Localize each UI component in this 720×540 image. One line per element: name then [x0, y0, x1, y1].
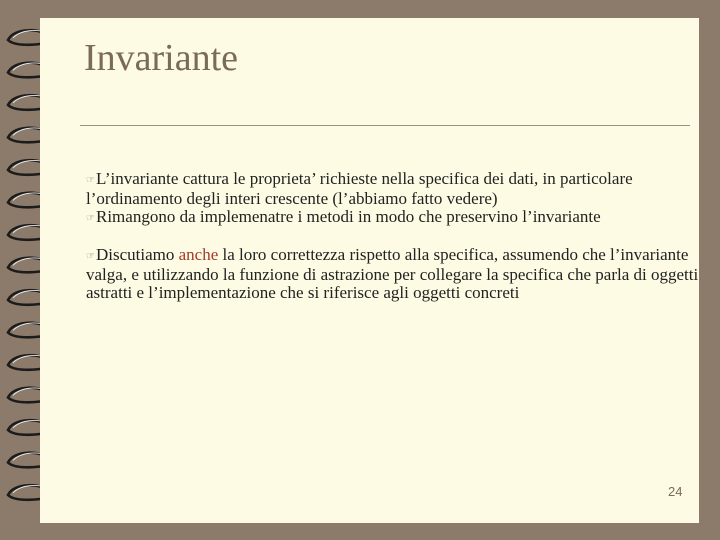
emphasis-word: anche	[178, 245, 219, 264]
slide-body	[86, 170, 702, 302]
page-number: 24	[668, 484, 683, 499]
pointing-hand-icon: ☞	[86, 175, 95, 186]
slide-title: Invariante	[84, 37, 239, 79]
bullet-text: L’invariante cattura le proprieta’ richieste nella specifica dei dati, in particolare l’ordinamento degli interi crescente (l’abbiamo fatto vedere)	[86, 169, 633, 208]
slide-page	[40, 18, 699, 523]
title-divider	[80, 125, 690, 126]
pointing-hand-icon: ☞	[86, 251, 95, 262]
pointing-hand-icon: ☞	[86, 213, 95, 224]
bullet-item	[86, 170, 702, 208]
bullet-text: Discutiamo	[96, 245, 179, 264]
bullet-text: Rimangono da implemenatre i metodi in modo che preservino l’invariante	[96, 207, 601, 226]
bullet-item	[86, 246, 702, 302]
bullet-text: la loro correttezza rispetto alla specifica, assumendo che l’invariante valga, e utilizzando la funzione di astrazione per collegare la specifica che parla di oggetti astratti e l’implementazione che si riferisce agli oggetti concreti	[86, 245, 699, 302]
bullet-item	[86, 208, 702, 228]
